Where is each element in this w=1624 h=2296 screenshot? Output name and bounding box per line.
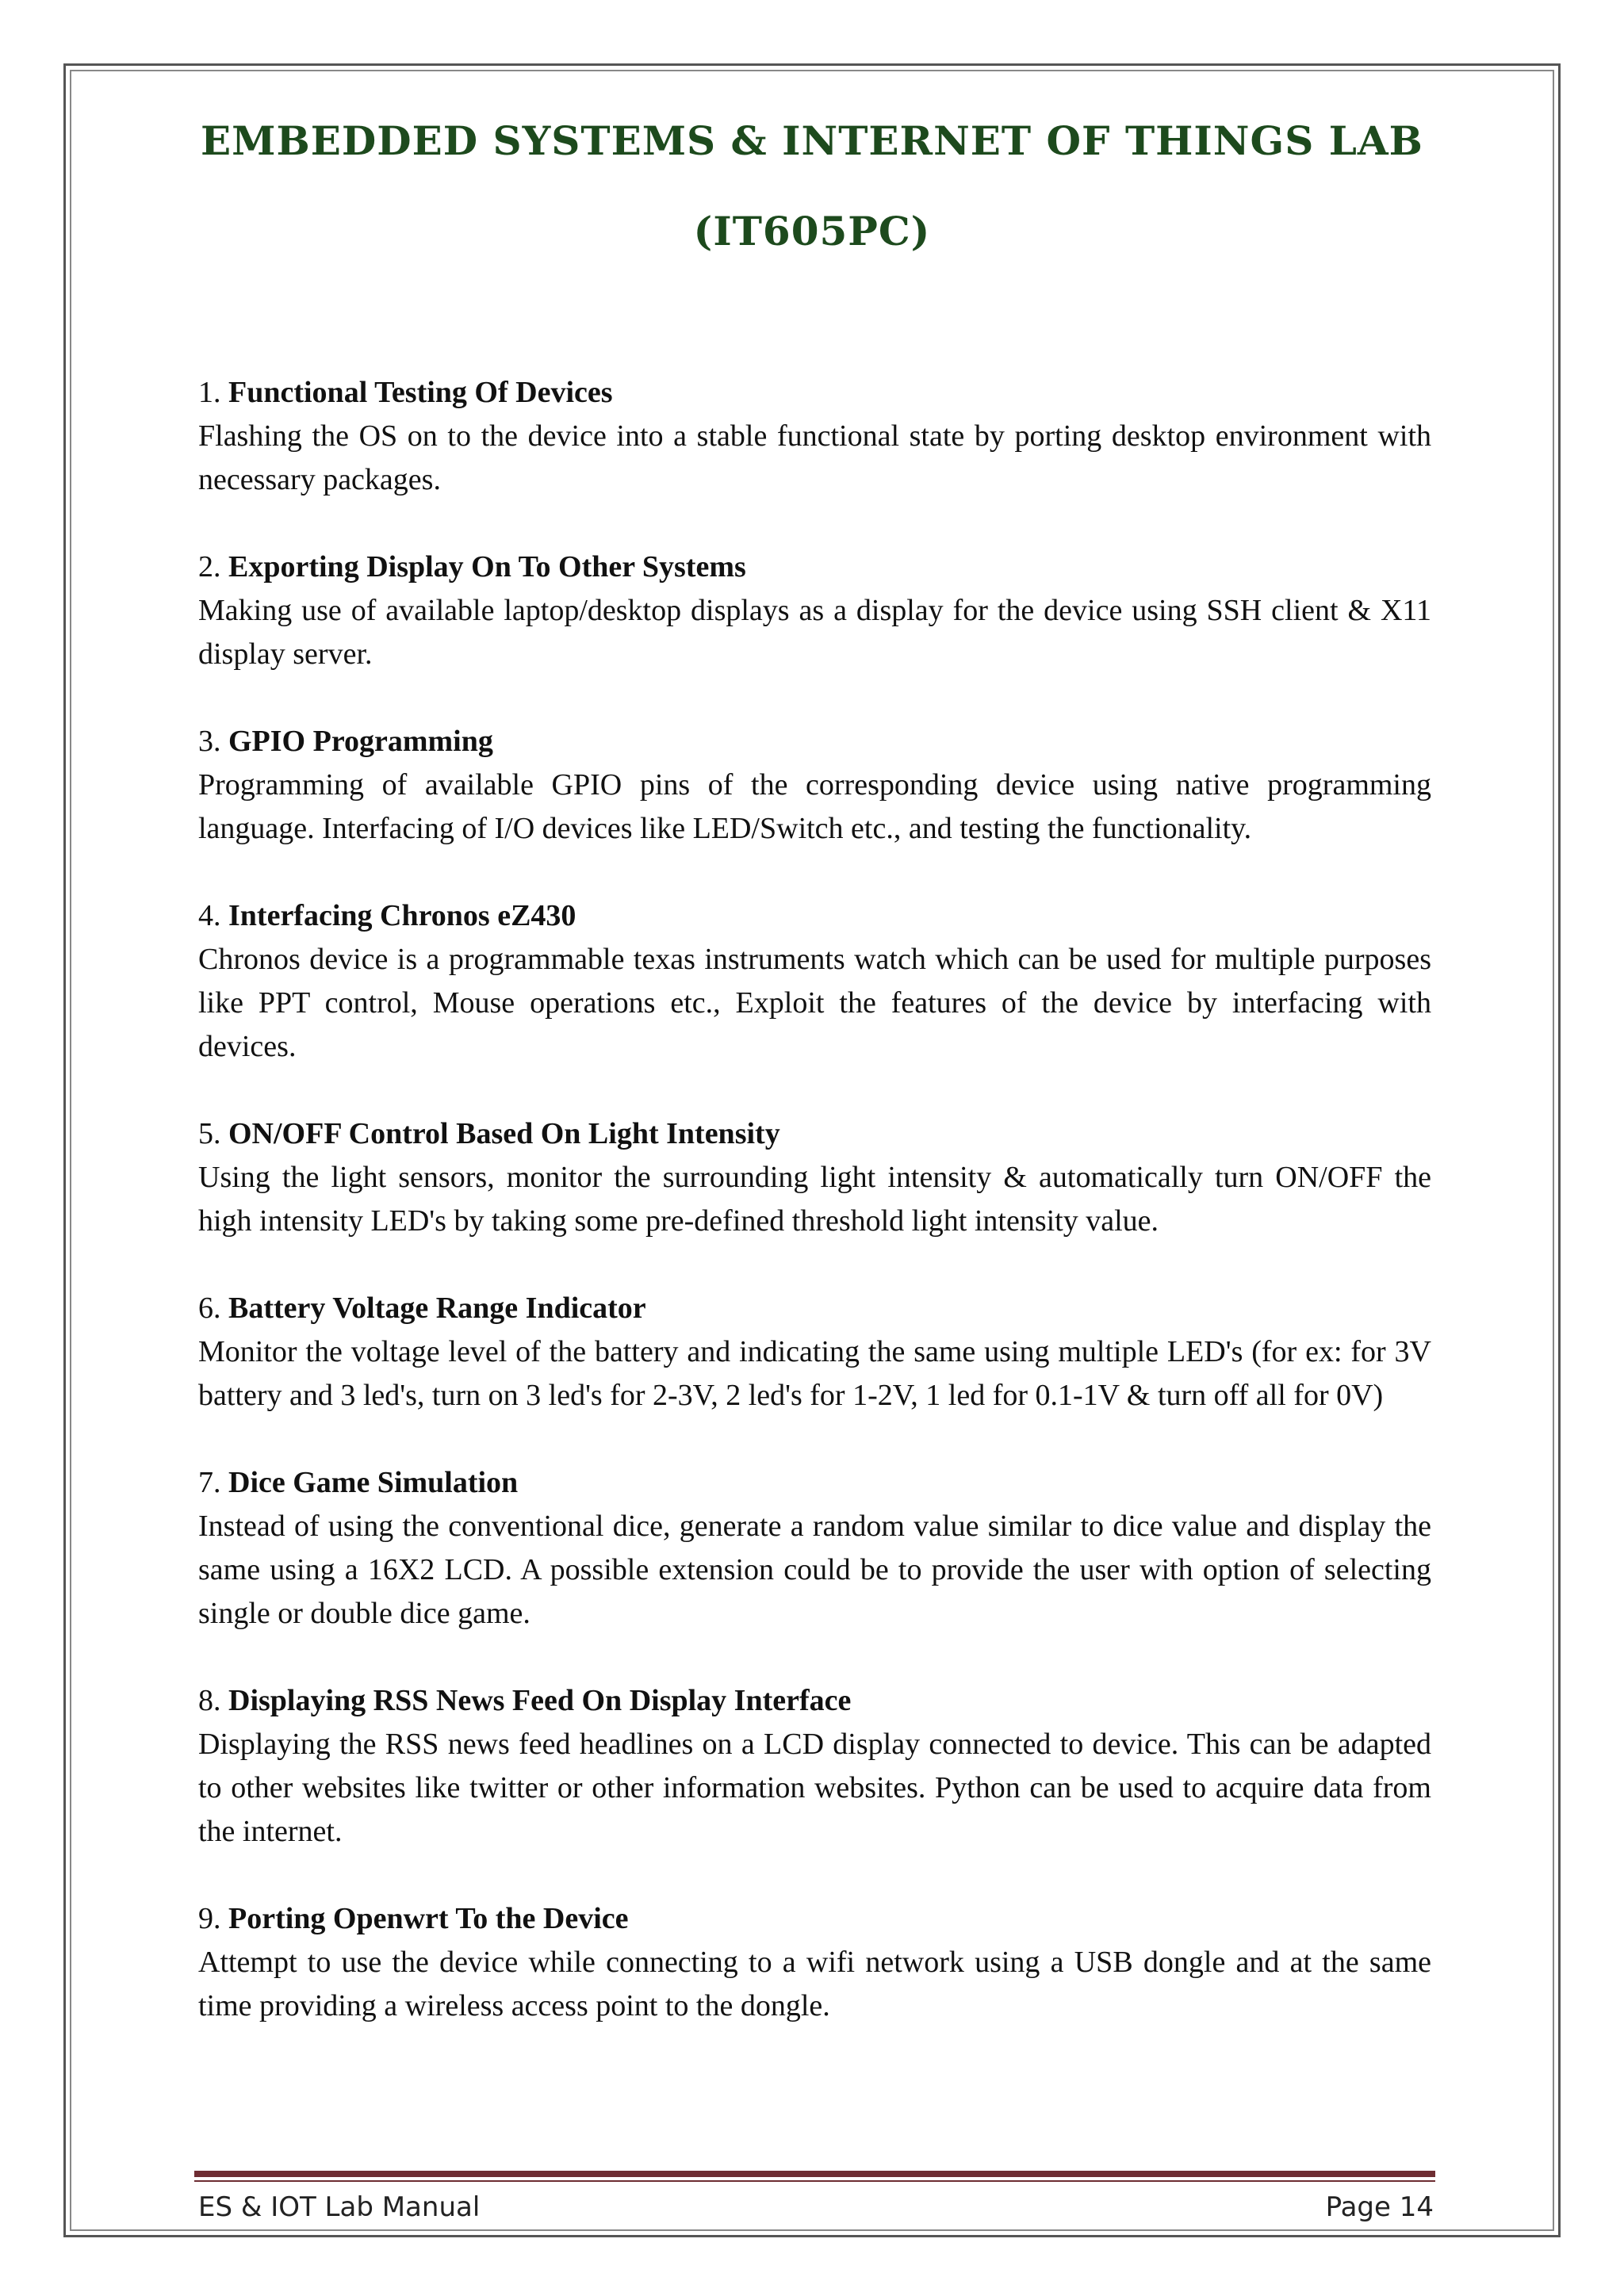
footer-divider-thin — [194, 2180, 1435, 2182]
item-number: 9. — [198, 1902, 221, 1935]
item-description: Programming of available GPIO pins of the corresponding device using native programming language. Interfacing of I/O devices like LED/Switch etc., and testing the functionality. — [198, 768, 1431, 845]
item-title: ON/OFF Control Based On Light Intensity — [228, 1117, 780, 1150]
list-item — [198, 1897, 1431, 2028]
list-item — [198, 545, 1431, 676]
list-item — [198, 894, 1431, 1069]
item-title: Dice Game Simulation — [228, 1466, 519, 1499]
item-title: Displaying RSS News Feed On Display Interface — [228, 1684, 852, 1717]
footer-manual-title: ES & IOT Lab Manual — [198, 2191, 481, 2223]
item-title: Porting Openwrt To the Device — [228, 1902, 629, 1935]
item-number: 4. — [198, 899, 221, 932]
item-number: 3. — [198, 725, 221, 758]
item-description: Using the light sensors, monitor the surrounding light intensity & automatically turn ON/OFF the high intensity LED's by taking some pre-defined threshold light intensity value. — [198, 1161, 1431, 1238]
list-item — [198, 720, 1431, 851]
item-heading — [198, 1679, 1431, 1723]
item-description: Attempt to use the device while connecting to a wifi network using a USB dongle and at the same time providing a wireless access point to the dongle. — [198, 1946, 1431, 2022]
item-heading — [198, 1287, 1431, 1330]
item-title: Interfacing Chronos eZ430 — [228, 899, 576, 932]
item-number: 6. — [198, 1292, 221, 1325]
item-description: Instead of using the conventional dice, generate a random value similar to dice value and display the same using a 16X2 LCD. A possible extension could be to provide the user with option of selecting single or double dice game. — [198, 1510, 1431, 1630]
item-title: GPIO Programming — [228, 725, 493, 758]
item-title: Exporting Display On To Other Systems — [228, 550, 746, 584]
item-heading — [198, 371, 1431, 415]
page-number: Page 14 — [1325, 2191, 1434, 2223]
experiment-list — [198, 371, 1431, 2072]
list-item — [198, 1112, 1431, 1243]
footer-divider — [194, 2171, 1435, 2177]
item-heading — [198, 720, 1431, 763]
item-description: Monitor the voltage level of the battery and indicating the same using multiple LED's (for ex: for 3V battery and 3 led's, turn on 3 led's for 2-3V, 2 led's for 1-2V, 1 led for 0.1-1V & turn off all for 0V) — [198, 1335, 1431, 1412]
item-description: Chronos device is a programmable texas instruments watch which can be used for multiple purposes like PPT control, Mouse operations etc., Exploit the features of the device by interfacing with devices. — [198, 943, 1431, 1063]
item-heading — [198, 1112, 1431, 1156]
item-title: Battery Voltage Range Indicator — [228, 1292, 646, 1325]
course-code: (IT605PC) — [693, 208, 931, 254]
list-item — [198, 1679, 1431, 1854]
item-number: 8. — [198, 1684, 221, 1717]
item-heading — [198, 1461, 1431, 1505]
list-item — [198, 1461, 1431, 1636]
page-title: EMBEDDED SYSTEMS & INTERNET OF THINGS LAB — [201, 117, 1423, 164]
item-heading — [198, 545, 1431, 589]
item-description: Making use of available laptop/desktop displays as a display for the device using SSH client & X11 display server. — [198, 594, 1431, 671]
item-number: 2. — [198, 550, 221, 584]
list-item — [198, 1287, 1431, 1418]
item-heading — [198, 894, 1431, 938]
item-heading — [198, 1897, 1431, 1941]
item-number: 5. — [198, 1117, 221, 1150]
item-number: 1. — [198, 376, 221, 409]
item-description: Flashing the OS on to the device into a stable functional state by porting desktop environment with necessary packages. — [198, 419, 1431, 496]
item-title: Functional Testing Of Devices — [228, 376, 613, 409]
item-number: 7. — [198, 1466, 221, 1499]
list-item — [198, 371, 1431, 502]
item-description: Displaying the RSS news feed headlines on a LCD display connected to device. This can be adapted to other websites like twitter or other information websites. Python can be used to acquire data from the internet. — [198, 1728, 1431, 1848]
